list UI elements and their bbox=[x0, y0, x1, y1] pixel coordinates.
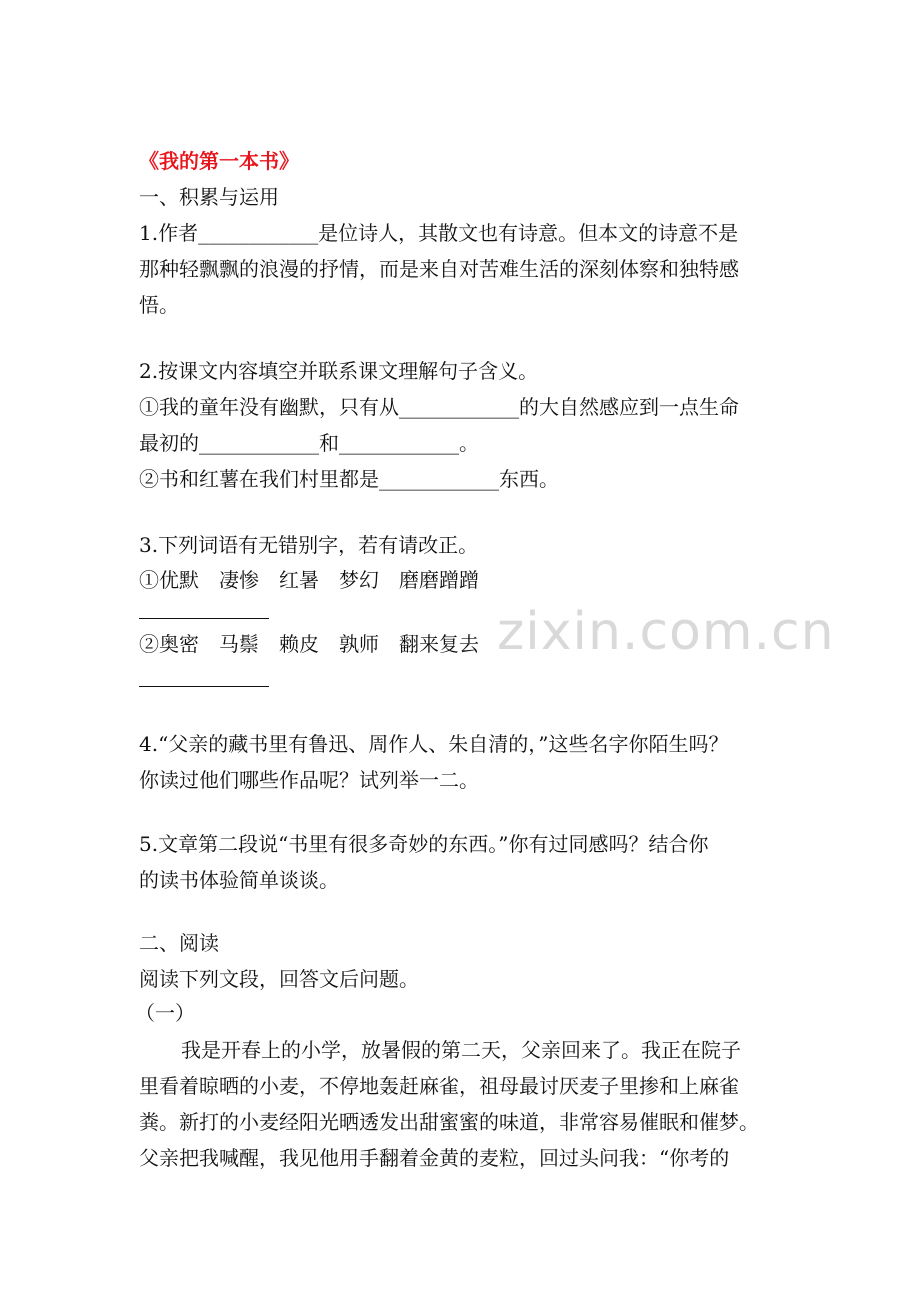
answer-blank-line bbox=[139, 686, 269, 687]
q5-line-1: 5.文章第二段说“书里有很多奇妙的东西。”你有过同感吗？结合你 bbox=[139, 832, 709, 856]
section-heading-1: 一、积累与运用 bbox=[139, 185, 279, 209]
q1-line-1: 1.作者____________是位诗人，其散文也有诗意。但本文的诗意不是 bbox=[139, 221, 739, 245]
passage-line-4: 父亲把我喊醒，我见他用手翻着金黄的麦粒，回过头问我：“你考的 bbox=[139, 1146, 730, 1170]
passage-line-3: 粪。新打的小麦经阳光晒透发出甜蜜蜜的味道，非常容易催眠和催梦。 bbox=[139, 1110, 759, 1134]
reading-instruction: 阅读下列文段，回答文后问题。 bbox=[139, 967, 419, 991]
q2-line-2: ①我的童年没有幽默，只有从____________的大自然感应到一点生命 bbox=[139, 395, 739, 419]
q3-line-2: ①优默 凄惨 红暑 梦幻 磨磨蹭蹭 bbox=[139, 568, 479, 592]
q1-line-3: 悟。 bbox=[139, 293, 179, 317]
part-label: （一） bbox=[135, 1001, 195, 1025]
q2-line-3: 最初的____________和____________。 bbox=[139, 431, 479, 455]
q3-line-1: 3.下列词语有无错别字，若有请改正。 bbox=[139, 533, 479, 557]
watermark: zixin.com.cn bbox=[497, 602, 835, 662]
q1-line-2: 那种轻飘飘的浪漫的抒情，而是来自对苦难生活的深刻体察和独特感 bbox=[139, 257, 739, 281]
q5-line-2: 的读书体验简单谈谈。 bbox=[139, 868, 339, 892]
q3-line-3: ②奥密 马鬃 赖皮 孰师 翻来复去 bbox=[139, 632, 479, 656]
passage-line-2: 里看着晾晒的小麦，不停地轰赶麻雀，祖母最讨厌麦子里掺和上麻雀 bbox=[139, 1074, 739, 1098]
q2-line-1: 2.按课文内容填空并联系课文理解句子含义。 bbox=[139, 359, 539, 383]
document-title: 《我的第一本书》 bbox=[139, 149, 299, 173]
passage-line-1: 我是开春上的小学，放暑假的第二天，父亲回来了。我正在院子 bbox=[181, 1038, 741, 1062]
q4-line-2: 你读过他们哪些作品呢？试列举一二。 bbox=[139, 768, 479, 792]
answer-blank-line bbox=[139, 618, 269, 619]
q4-line-1: 4.“父亲的藏书里有鲁迅、周作人、朱自清的，”这些名字你陌生吗？ bbox=[139, 732, 729, 756]
section-heading-2: 二、阅读 bbox=[139, 931, 219, 955]
q2-line-4: ②书和红薯在我们村里都是____________东西。 bbox=[139, 467, 559, 491]
